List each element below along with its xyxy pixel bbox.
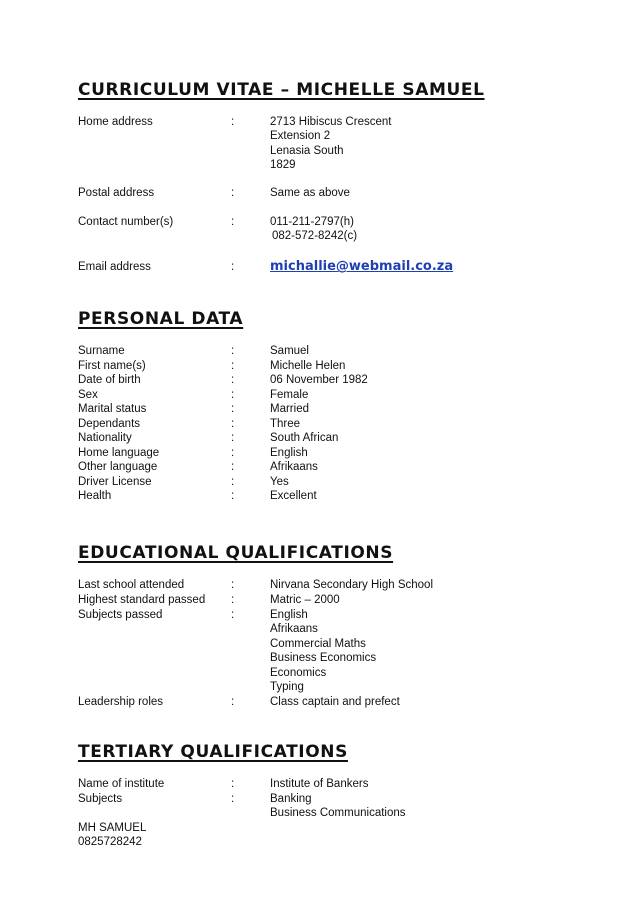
leadership-label: Leadership roles <box>78 696 164 708</box>
personal-data-label: Surname <box>78 345 125 357</box>
subject-item: Commercial Maths <box>270 638 366 650</box>
highest-standard-value: Matric – 2000 <box>270 594 340 606</box>
personal-data-value: Three <box>270 417 301 430</box>
separator: : <box>231 388 235 401</box>
separator: : <box>231 116 235 128</box>
separator: : <box>231 778 235 790</box>
separator: : <box>231 432 235 444</box>
separator: : <box>231 579 235 591</box>
contact-numbers-row <box>78 215 558 229</box>
home-address-line: Extension 2 <box>270 130 331 142</box>
separator: : <box>231 261 235 273</box>
subject-item: Economics <box>270 667 327 679</box>
leadership-value: Class captain and prefect <box>270 696 400 708</box>
personal-data-label: Dependants <box>78 417 141 430</box>
personal-data-label: Home language <box>78 446 160 459</box>
personal-data-value: South African <box>270 432 339 444</box>
personal-data-label: Nationality <box>78 432 132 444</box>
footer-phone: 0825728242 <box>78 836 142 848</box>
last-school-row <box>78 578 558 592</box>
personal-data-value: English <box>270 446 308 459</box>
separator: : <box>231 374 235 386</box>
personal-data-label: Other language <box>78 461 158 473</box>
personal-data-value: Yes <box>270 475 289 488</box>
separator: : <box>231 490 235 502</box>
separator: : <box>231 461 235 473</box>
personal-data-label: Date of birth <box>78 374 141 386</box>
personal-data-value: Michelle Helen <box>270 359 346 372</box>
subject-item: Business Economics <box>270 652 377 664</box>
separator: : <box>231 345 235 357</box>
personal-data-value: Female <box>270 388 309 401</box>
personal-data-label: Health <box>78 490 112 502</box>
personal-data-row <box>78 446 558 460</box>
separator: : <box>231 403 235 415</box>
personal-data-label: First name(s) <box>78 359 146 372</box>
phone-cell: 082-572-8242(c) <box>272 230 358 242</box>
tertiary-heading: TERTIARY QUALIFICATIONS <box>78 742 348 762</box>
separator: : <box>231 417 235 430</box>
home-address-row <box>78 115 558 129</box>
phone-home: 011-211-2797(h) <box>270 216 354 228</box>
personal-data-value: Married <box>270 403 309 415</box>
personal-data-row <box>78 417 558 431</box>
email-link[interactable]: michallie@webmail.co.za <box>270 259 454 274</box>
postal-address-row <box>78 186 558 200</box>
institute-row <box>78 777 558 791</box>
footer-name: MH SAMUEL <box>78 822 147 834</box>
personal-data-label: Sex <box>78 388 98 401</box>
personal-data-row <box>78 475 558 489</box>
personal-data-row <box>78 489 558 503</box>
personal-data-value: Afrikaans <box>270 461 318 473</box>
last-school-label: Last school attended <box>78 579 185 591</box>
tertiary-subjects-label: Subjects <box>78 793 123 805</box>
personal-data-row <box>78 431 558 445</box>
personal-data-value: Excellent <box>270 490 317 502</box>
personal-data-heading: PERSONAL DATA <box>78 309 244 329</box>
subjects-passed-row <box>78 608 558 622</box>
separator: : <box>231 359 235 372</box>
tertiary-subjects-row <box>78 792 558 806</box>
contact-numbers-label: Contact number(s) <box>78 216 174 228</box>
postal-address-label: Postal address <box>78 187 155 199</box>
personal-data-row <box>78 402 558 416</box>
personal-data-row <box>78 460 558 474</box>
document-title: CURRICULUM VITAE – MICHELLE SAMUEL <box>78 80 485 100</box>
personal-data-row <box>78 388 558 402</box>
personal-data-row <box>78 359 558 373</box>
institute-label: Name of institute <box>78 778 165 790</box>
tertiary-subject-item: Banking <box>270 793 312 805</box>
separator: : <box>231 594 235 606</box>
personal-data-row <box>78 373 558 387</box>
home-address-label: Home address <box>78 116 153 128</box>
home-address-line: 1829 <box>270 159 296 171</box>
education-heading: EDUCATIONAL QUALIFICATIONS <box>78 543 394 563</box>
separator: : <box>231 216 235 228</box>
personal-data-label: Marital status <box>78 403 147 415</box>
home-address-line: Lenasia South <box>270 145 344 157</box>
personal-data-label: Driver License <box>78 475 152 488</box>
postal-address-value: Same as above <box>270 187 350 199</box>
separator: : <box>231 793 235 805</box>
separator: : <box>231 475 235 488</box>
personal-data-row <box>78 344 558 358</box>
home-address-line: 2713 Hibiscus Crescent <box>270 116 392 128</box>
personal-data-value: Samuel <box>270 345 309 357</box>
last-school-value: Nirvana Secondary High School <box>270 579 434 591</box>
subjects-passed-label: Subjects passed <box>78 609 163 621</box>
highest-standard-row <box>78 593 558 607</box>
leadership-row <box>78 695 558 709</box>
subject-item: Afrikaans <box>270 623 318 635</box>
highest-standard-label: Highest standard passed <box>78 594 206 606</box>
subject-item: Typing <box>270 681 304 693</box>
tertiary-subject-item: Business Communications <box>270 807 406 819</box>
subject-item: English <box>270 609 308 621</box>
separator: : <box>231 609 235 621</box>
personal-data-value: 06 November 1982 <box>270 374 368 386</box>
separator: : <box>231 187 235 199</box>
separator: : <box>231 446 235 459</box>
separator: : <box>231 696 235 708</box>
institute-value: Institute of Bankers <box>270 778 369 790</box>
email-label: Email address <box>78 261 151 273</box>
